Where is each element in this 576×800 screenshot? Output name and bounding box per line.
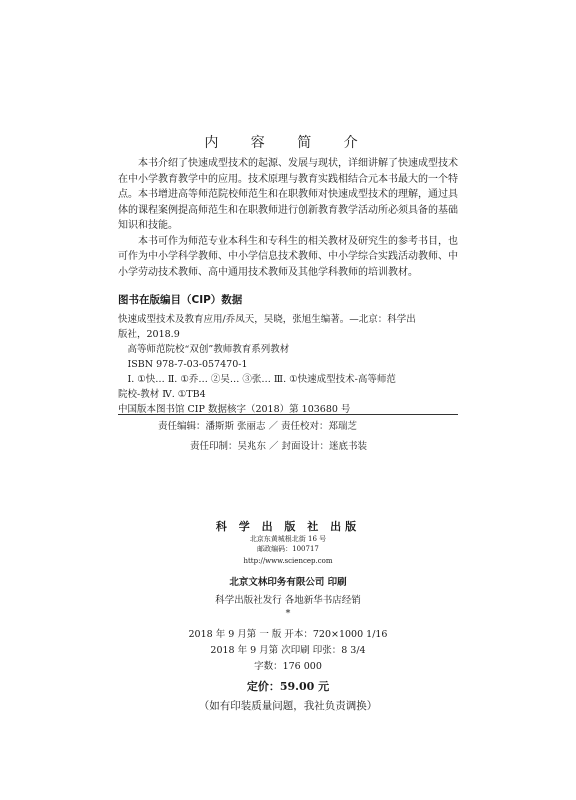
- publisher-postcode: 邮政编码：100717: [257, 545, 319, 553]
- summary-paragraph-1: 本书介绍了快速成型技术的起源、发展与现状，详细讲解了快速成型技术在中小学教育教学中的应用。技术原理与教育实践相结合元本书最大的一个特点。本书增进高等师范院校师范生和在职教师对快速成型技术的理解，通过具体的课程案例提高师范生和在职教师进行创新教育教学活动所必须具备的基础知识和技能。: [118, 158, 458, 231]
- edition-line-3: 字数：176 000: [254, 661, 322, 672]
- separator-star: *: [285, 608, 291, 619]
- edition-line-2: 2018 年 9 月第 次印刷 印张：8 3/4: [210, 645, 366, 656]
- page-title: 内 容 简 介: [204, 135, 372, 151]
- printer: 北京文林印务有限公司 印刷: [229, 577, 347, 588]
- cip-line: 快速成型技术及教育应用/乔凤天，吴晓，张旭生编著。—北京：科学出: [118, 314, 416, 325]
- summary-paragraph-2: 本书可作为师范专业本科生和专科生的相关教材及研究生的参考书目，也可作为中小学科学教师、中小学信息技术教师、中小学综合实践活动教师、中小学劳动技术教师、高中通用技术教师及其他学科教师的培训教材。: [118, 235, 458, 278]
- distributor: 科学出版社发行 各地新华书店经销: [215, 595, 361, 606]
- edition-line-1: 2018 年 9 月第 一 版 开本：720×1000 1/16: [188, 629, 388, 640]
- publisher-url: http://www.sciencep.com: [243, 557, 333, 565]
- cip-block: [118, 312, 458, 417]
- cip-line: 院校-教材 Ⅳ. ①TB4: [118, 389, 206, 400]
- price: 定价：59.00 元: [246, 680, 330, 693]
- cip-line: 中国版本图书馆 CIP 数据核字（2018）第 103680 号: [118, 404, 351, 415]
- staff-line-1: 责任编辑：潘斯斯 张丽志 ／ 责任校对：郑瑞芝: [158, 421, 358, 432]
- cip-line: 版社，2018.9: [118, 329, 180, 340]
- publisher-address: 北京东黄城根北街 16 号: [249, 535, 327, 543]
- cip-line: Ⅰ. ①快… Ⅱ. ①乔… ②吴… ③张… Ⅲ. ①快速成型技术-高等师范: [127, 374, 396, 385]
- quality-notice: （如有印装质量问题，我社负责调换）: [198, 700, 378, 712]
- publisher-name: 科 学 出 版 社 出版: [215, 520, 361, 533]
- cip-heading: 图书在版编目（CIP）数据: [118, 294, 243, 306]
- cip-line: ISBN 978-7-03-057470-1: [127, 359, 248, 370]
- cip-divider: [118, 414, 458, 415]
- cip-line: 高等师范院校“双创”教师教育系列教材: [127, 344, 290, 355]
- staff-line-2: 责任印制：吴兆东 ／ 封面设计：迷底书装: [190, 441, 368, 452]
- summary-text: [118, 156, 458, 280]
